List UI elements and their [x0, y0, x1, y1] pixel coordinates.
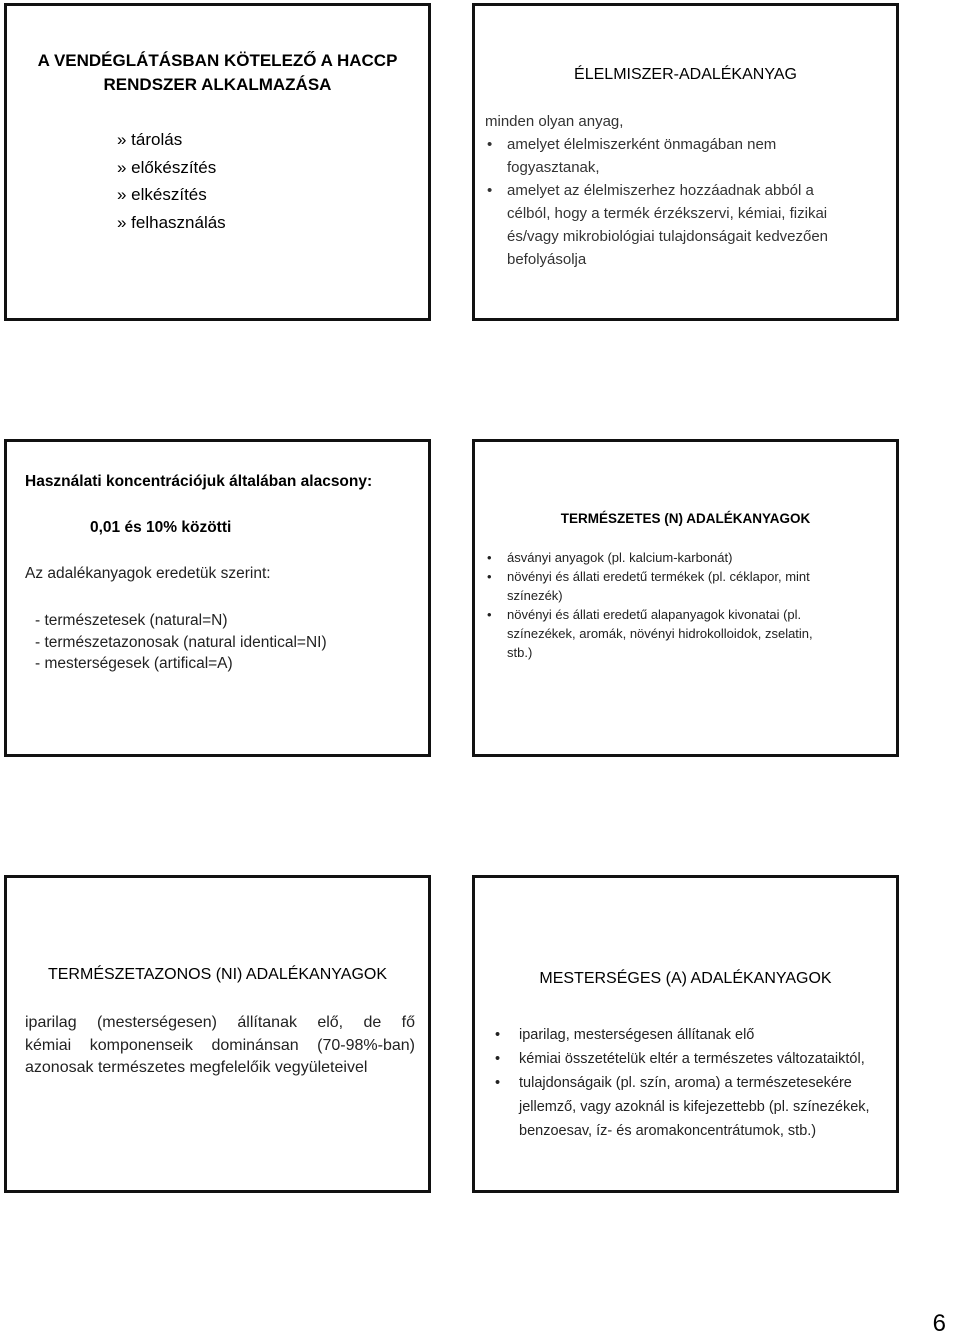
list-item: » elkészítés	[117, 185, 207, 204]
list-item: » tárolás	[117, 130, 183, 149]
slide-concentration	[4, 439, 431, 757]
slide-title: MESTERSÉGES (A) ADALÉKANYAGOK	[539, 970, 832, 987]
type-item: - mesterségesek (artifical=A)	[35, 655, 233, 672]
type-item: - természetazonosak (natural identical=NI)	[35, 633, 327, 651]
list-item: • kémiai összetételük eltér a természetes változataiktól,	[493, 1047, 888, 1071]
slide-body	[485, 110, 890, 271]
haccp-list	[117, 126, 226, 236]
slide-nature-identical	[4, 875, 431, 1193]
slide-title: ÉLELMISZER-ADALÉKANYAG	[574, 66, 797, 83]
list-item: • ásványi anyagok (pl. kalcium-karbonát)	[485, 548, 885, 567]
list-item: • amelyet az élelmiszerhez hozzáadnak abból a célból, hogy a termék érzékszervi, kémiai, fizikai és/vagy mikrobiológiai tulajdonságait kedvezően befolyásolja	[485, 179, 890, 271]
list-item: • növényi és állati eredetű termékek (pl. céklapor, mint színezék)	[485, 567, 885, 605]
slide-body	[25, 1012, 415, 1080]
intro-text: minden olyan anyag,	[485, 113, 624, 130]
slide-heading: Használati koncentrációjuk általában alacsony:	[25, 473, 373, 490]
slide-title	[7, 49, 428, 97]
list-item: • iparilag, mesterségesen állítanak elő	[493, 1023, 888, 1047]
artificial-list	[493, 1023, 888, 1143]
slide-adalekanyag-definition	[472, 3, 899, 321]
title-line: A VENDÉGLÁTÁSBAN KÖTELEZŐ A HACCP	[37, 51, 398, 70]
list-item: • amelyet élelmiszerként önmagában nem fogyasztanak,	[485, 133, 890, 179]
title-line: RENDSZER ALKALMAZÁSA	[103, 75, 332, 94]
body-line: iparilag (mesterségesen) állítanak elő, de fő	[25, 1014, 415, 1031]
list-item: » felhasználás	[117, 212, 226, 232]
page-number: 6	[932, 1310, 946, 1337]
slide-title: TERMÉSZETAZONOS (NI) ADALÉKANYAGOK	[47, 966, 387, 983]
origin-types	[35, 610, 327, 675]
slide-title: TERMÉSZETES (N) ADALÉKANYAGOK	[560, 511, 811, 526]
list-item: • növényi és állati eredetű alapanyagok kivonatai (pl. színezékek, aromák, növényi hidrokolloidok, zselatin, stb.)	[485, 605, 885, 662]
body-line: azonosak természetes megfelelőik vegyületeivel	[25, 1059, 368, 1076]
concentration-range: 0,01 és 10% közötti	[90, 519, 232, 536]
list-item: • tulajdonságaik (pl. szín, aroma) a természetesekére jellemző, vagy azoknál is kifejezettebb (pl. színezékek, benzoesav, íz- és aromakoncentrátumok, stb.)	[493, 1071, 888, 1143]
slide-artificial-additives	[472, 875, 899, 1193]
type-item: - természetesek (natural=N)	[35, 612, 228, 629]
origin-heading: Az adalékanyagok eredetük szerint:	[25, 565, 271, 582]
natural-list	[485, 548, 885, 662]
list-item: » előkészítés	[117, 157, 217, 177]
slide-natural-additives	[472, 439, 899, 757]
slide-haccp	[4, 3, 431, 321]
body-line: kémiai komponenseik dominánsan (70-98%-ban)	[25, 1036, 415, 1054]
